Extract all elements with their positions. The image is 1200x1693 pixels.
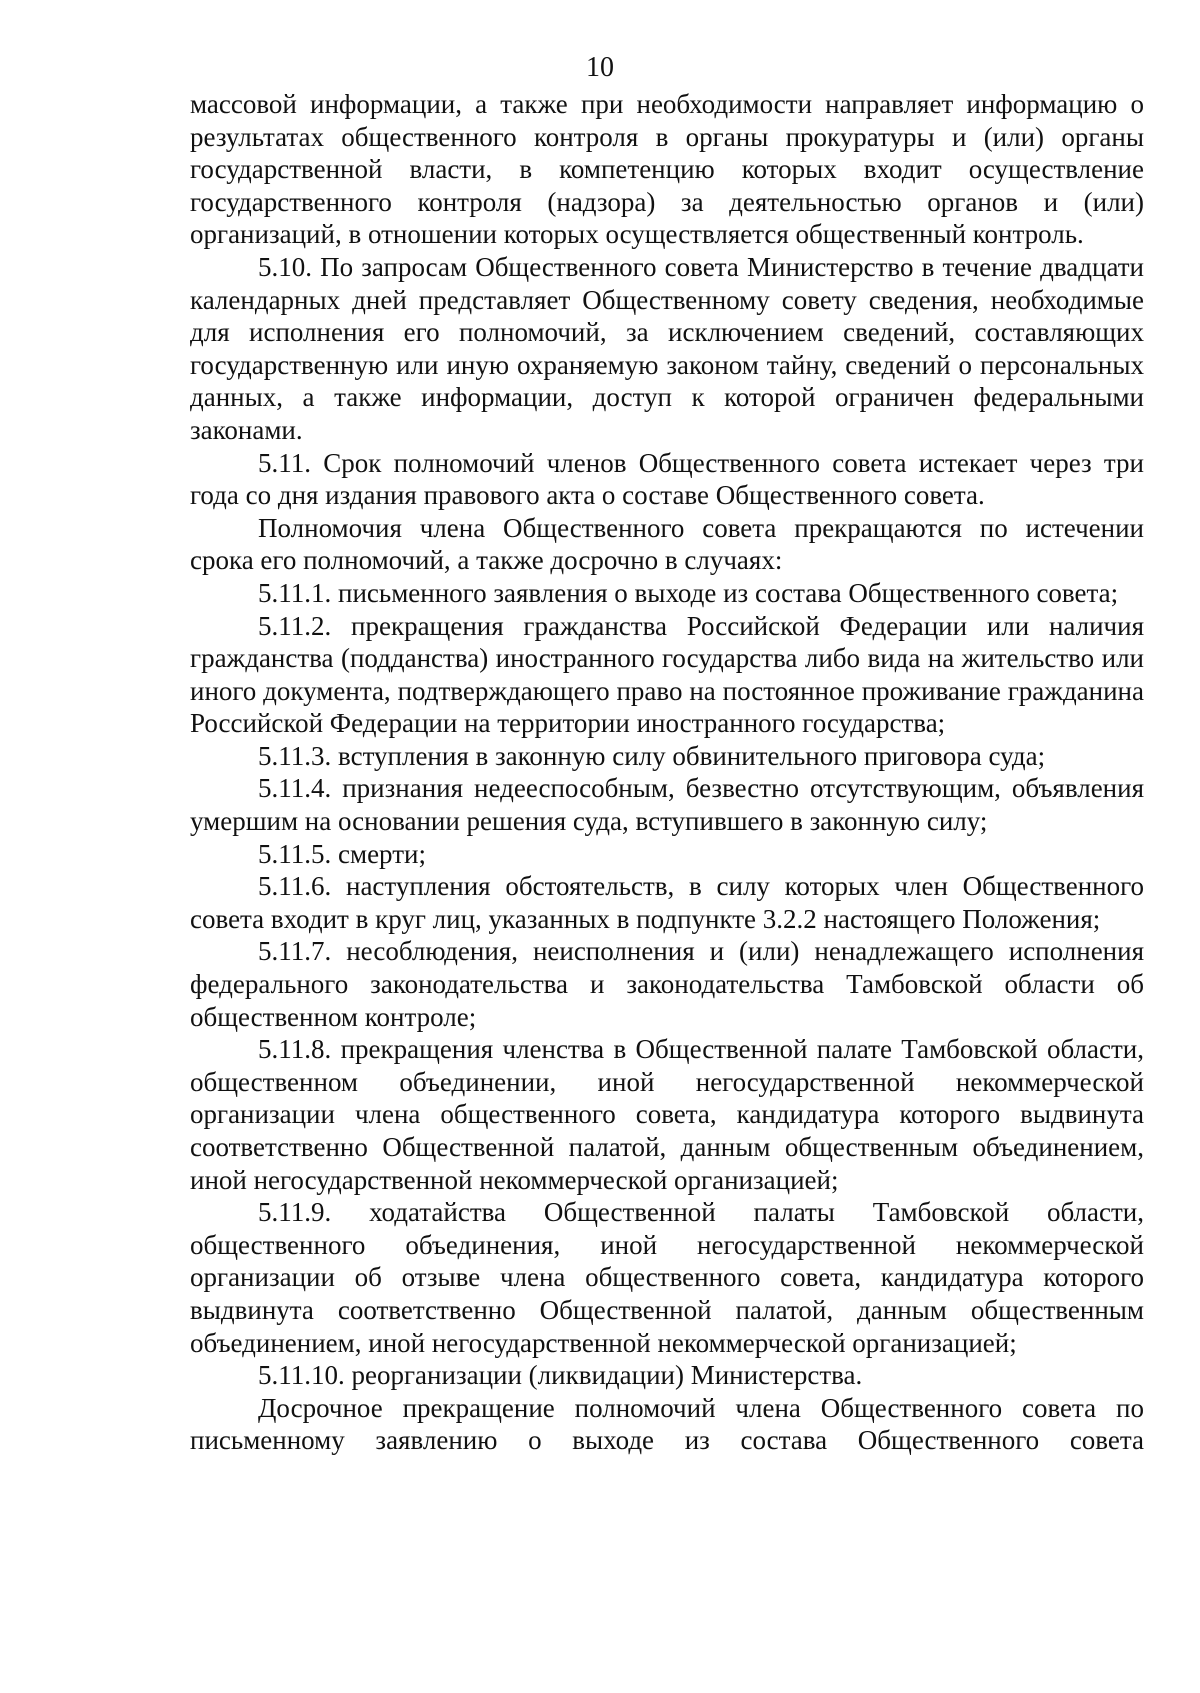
paragraph-5-11-3: 5.11.3. вступления в законную силу обвинительного приговора суда;	[258, 740, 1046, 771]
paragraph-early-termination: Досрочное прекращение полномочий члена Общественного совета по письменному заявлению о выходе из состава Общественного совета	[190, 1392, 1144, 1456]
paragraph-5-11-9: 5.11.9. ходатайства Общественной палаты Тамбовской области, общественного объединения, иной негосударственной некоммерческой организации об отзыве члена общественного совета, кандидатура которого выдвинута соответственно Общественной палатой, данным общественным объединением, иной негосударственной некоммерческой организацией;	[190, 1197, 1144, 1358]
paragraph-5-11-5: 5.11.5. смерти;	[258, 838, 426, 869]
paragraph-5-10: 5.10. По запросам Общественного совета Министерство в течение двадцати календарных дней представляет Общественному совету сведения, необходимые для исполнения его полномочий, за исключением сведений, составляющих государственную или иную охраняемую законом тайну, сведений о персональных данных, а также информации, доступ к которой ограничен федеральными законами.	[190, 251, 1144, 445]
paragraph-5-11-6: 5.11.6. наступления обстоятельств, в силу которых член Общественного совета входит в круг лиц, указанных в подпункте 3.2.2 настоящего Положения;	[190, 871, 1144, 934]
page-number: 10	[586, 52, 614, 83]
document-body	[190, 88, 1144, 1457]
paragraph-continuation: массовой информации, а также при необходимости направляет информацию о результатах общественного контроля в органы прокуратуры и (или) органы государственной власти, в компетенцию которых входит осуществление государственного контроля (надзора) за деятельностью органов и (или) организаций, в отношении которых осуществляется общественный контроль.	[190, 89, 1144, 250]
paragraph-termination-intro: Полномочия члена Общественного совета прекращаются по истечении срока его полномочий, а также досрочно в случаях:	[190, 512, 1144, 576]
paragraph-5-11: 5.11. Срок полномочий членов Общественного совета истекает через три года со дня издания правового акта о составе Общественного совета.	[190, 447, 1144, 511]
paragraph-5-11-8: 5.11.8. прекращения членства в Общественной палате Тамбовской области, общественном объединении, иной негосударственной некоммерческой организации члена общественного совета, кандидатура которого выдвинута соответственно Общественной палатой, данным общественным объединением, иной негосударственной некоммерческой организацией;	[190, 1034, 1144, 1195]
paragraph-5-11-7: 5.11.7. несоблюдения, неисполнения и (или) ненадлежащего исполнения федерального законодательства и законодательства Тамбовской области об общественном контроле;	[190, 936, 1144, 1032]
paragraph-5-11-4: 5.11.4. признания недееспособным, безвестно отсутствующим, объявления умершим на основании решения суда, вступившего в законную силу;	[190, 773, 1144, 837]
paragraph-5-11-2: 5.11.2. прекращения гражданства Российской Федерации или наличия гражданства (подданства) иностранного государства либо вида на жительство или иного документа, подтверждающего право на постоянное проживание гражданина Российской Федерации на территории иностранного государства;	[190, 610, 1144, 739]
paragraph-5-11-10: 5.11.10. реорганизации (ликвидации) Министерства.	[258, 1360, 863, 1391]
paragraph-5-11-1: 5.11.1. письменного заявления о выходе из состава Общественного совета;	[258, 577, 1119, 608]
